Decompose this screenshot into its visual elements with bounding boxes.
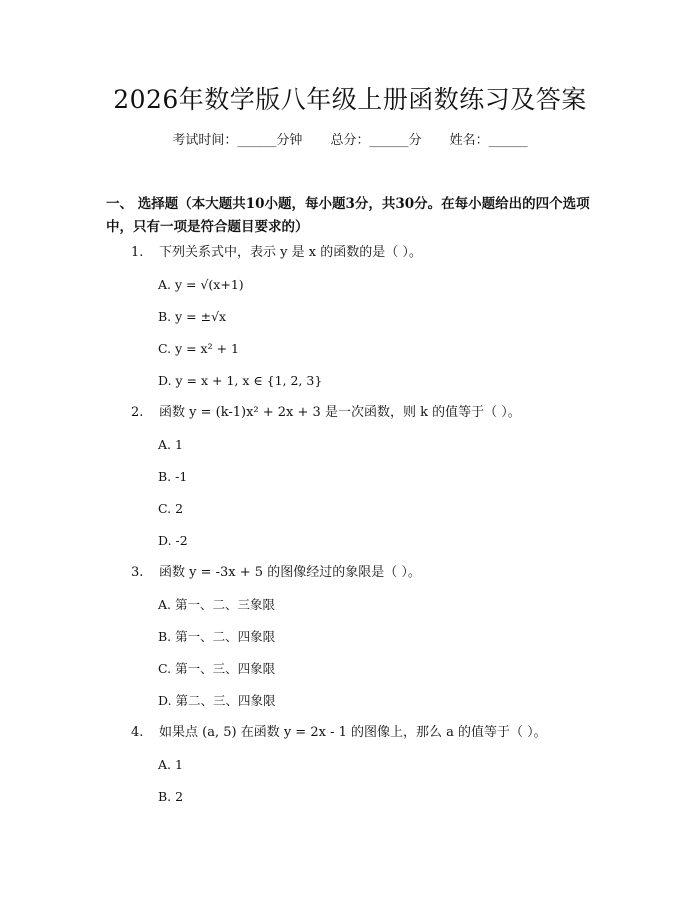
- question-1: [131, 243, 422, 263]
- question-1-option-d: D. y = x + 1, x ∈ {1, 2, 3}: [158, 373, 323, 388]
- question-2-option-c: C. 2: [158, 501, 184, 516]
- question-3-option-d: D. 第二、三、四象限: [158, 693, 276, 708]
- question-2-option-d: D. -2: [158, 533, 188, 548]
- question-4-option-a: A. 1: [158, 757, 183, 772]
- question-3-option-b: B. 第一、二、四象限: [158, 629, 276, 644]
- section-heading-choice: 一、 选择题（本大题共10小题，每小题3分，共30分。在每小题给出的四个选项中，只有一项是符合题目要求的）: [106, 196, 590, 235]
- question-text: 函数 y = (k-1)x² + 2x + 3 是一次函数，则 k 的值等于（ ）。: [159, 405, 521, 420]
- question-text: 如果点 (a, 5) 在函数 y = 2x - 1 的图像上，那么 a 的值等于（ ）。: [159, 725, 547, 740]
- student-name-field: 姓名：______: [449, 133, 528, 148]
- exam-info-line: [0, 131, 700, 151]
- question-4-option-b: B. 2: [158, 789, 184, 804]
- question-2-option-b: B. -1: [158, 469, 188, 484]
- question-3-option-a: A. 第一、二、三象限: [158, 597, 275, 612]
- question-1-option-a: A. y = √(x+1): [158, 277, 244, 292]
- question-number: 2.: [131, 405, 144, 420]
- question-2-option-a: A. 1: [158, 437, 183, 452]
- total-score-field: 总分：______分: [330, 133, 422, 148]
- exam-time-field: 考试时间：______分钟: [172, 133, 303, 148]
- question-number: 3.: [131, 565, 144, 580]
- question-number: 1.: [131, 245, 144, 260]
- question-4: [131, 723, 547, 743]
- question-1-option-b: B. y = ±√x: [158, 309, 227, 324]
- question-3-option-c: C. 第一、三、四象限: [158, 661, 276, 676]
- question-number: 4.: [131, 725, 144, 740]
- question-1-option-c: C. y = x² + 1: [158, 341, 239, 356]
- question-text: 函数 y = -3x + 5 的图像经过的象限是（ ）。: [159, 565, 421, 580]
- question-text: 下列关系式中，表示 y 是 x 的函数的是（ ）。: [159, 245, 422, 260]
- question-2: [131, 403, 521, 423]
- question-3: [131, 563, 421, 583]
- page-title: 2026年数学版八年级上册函数练习及答案: [113, 85, 587, 114]
